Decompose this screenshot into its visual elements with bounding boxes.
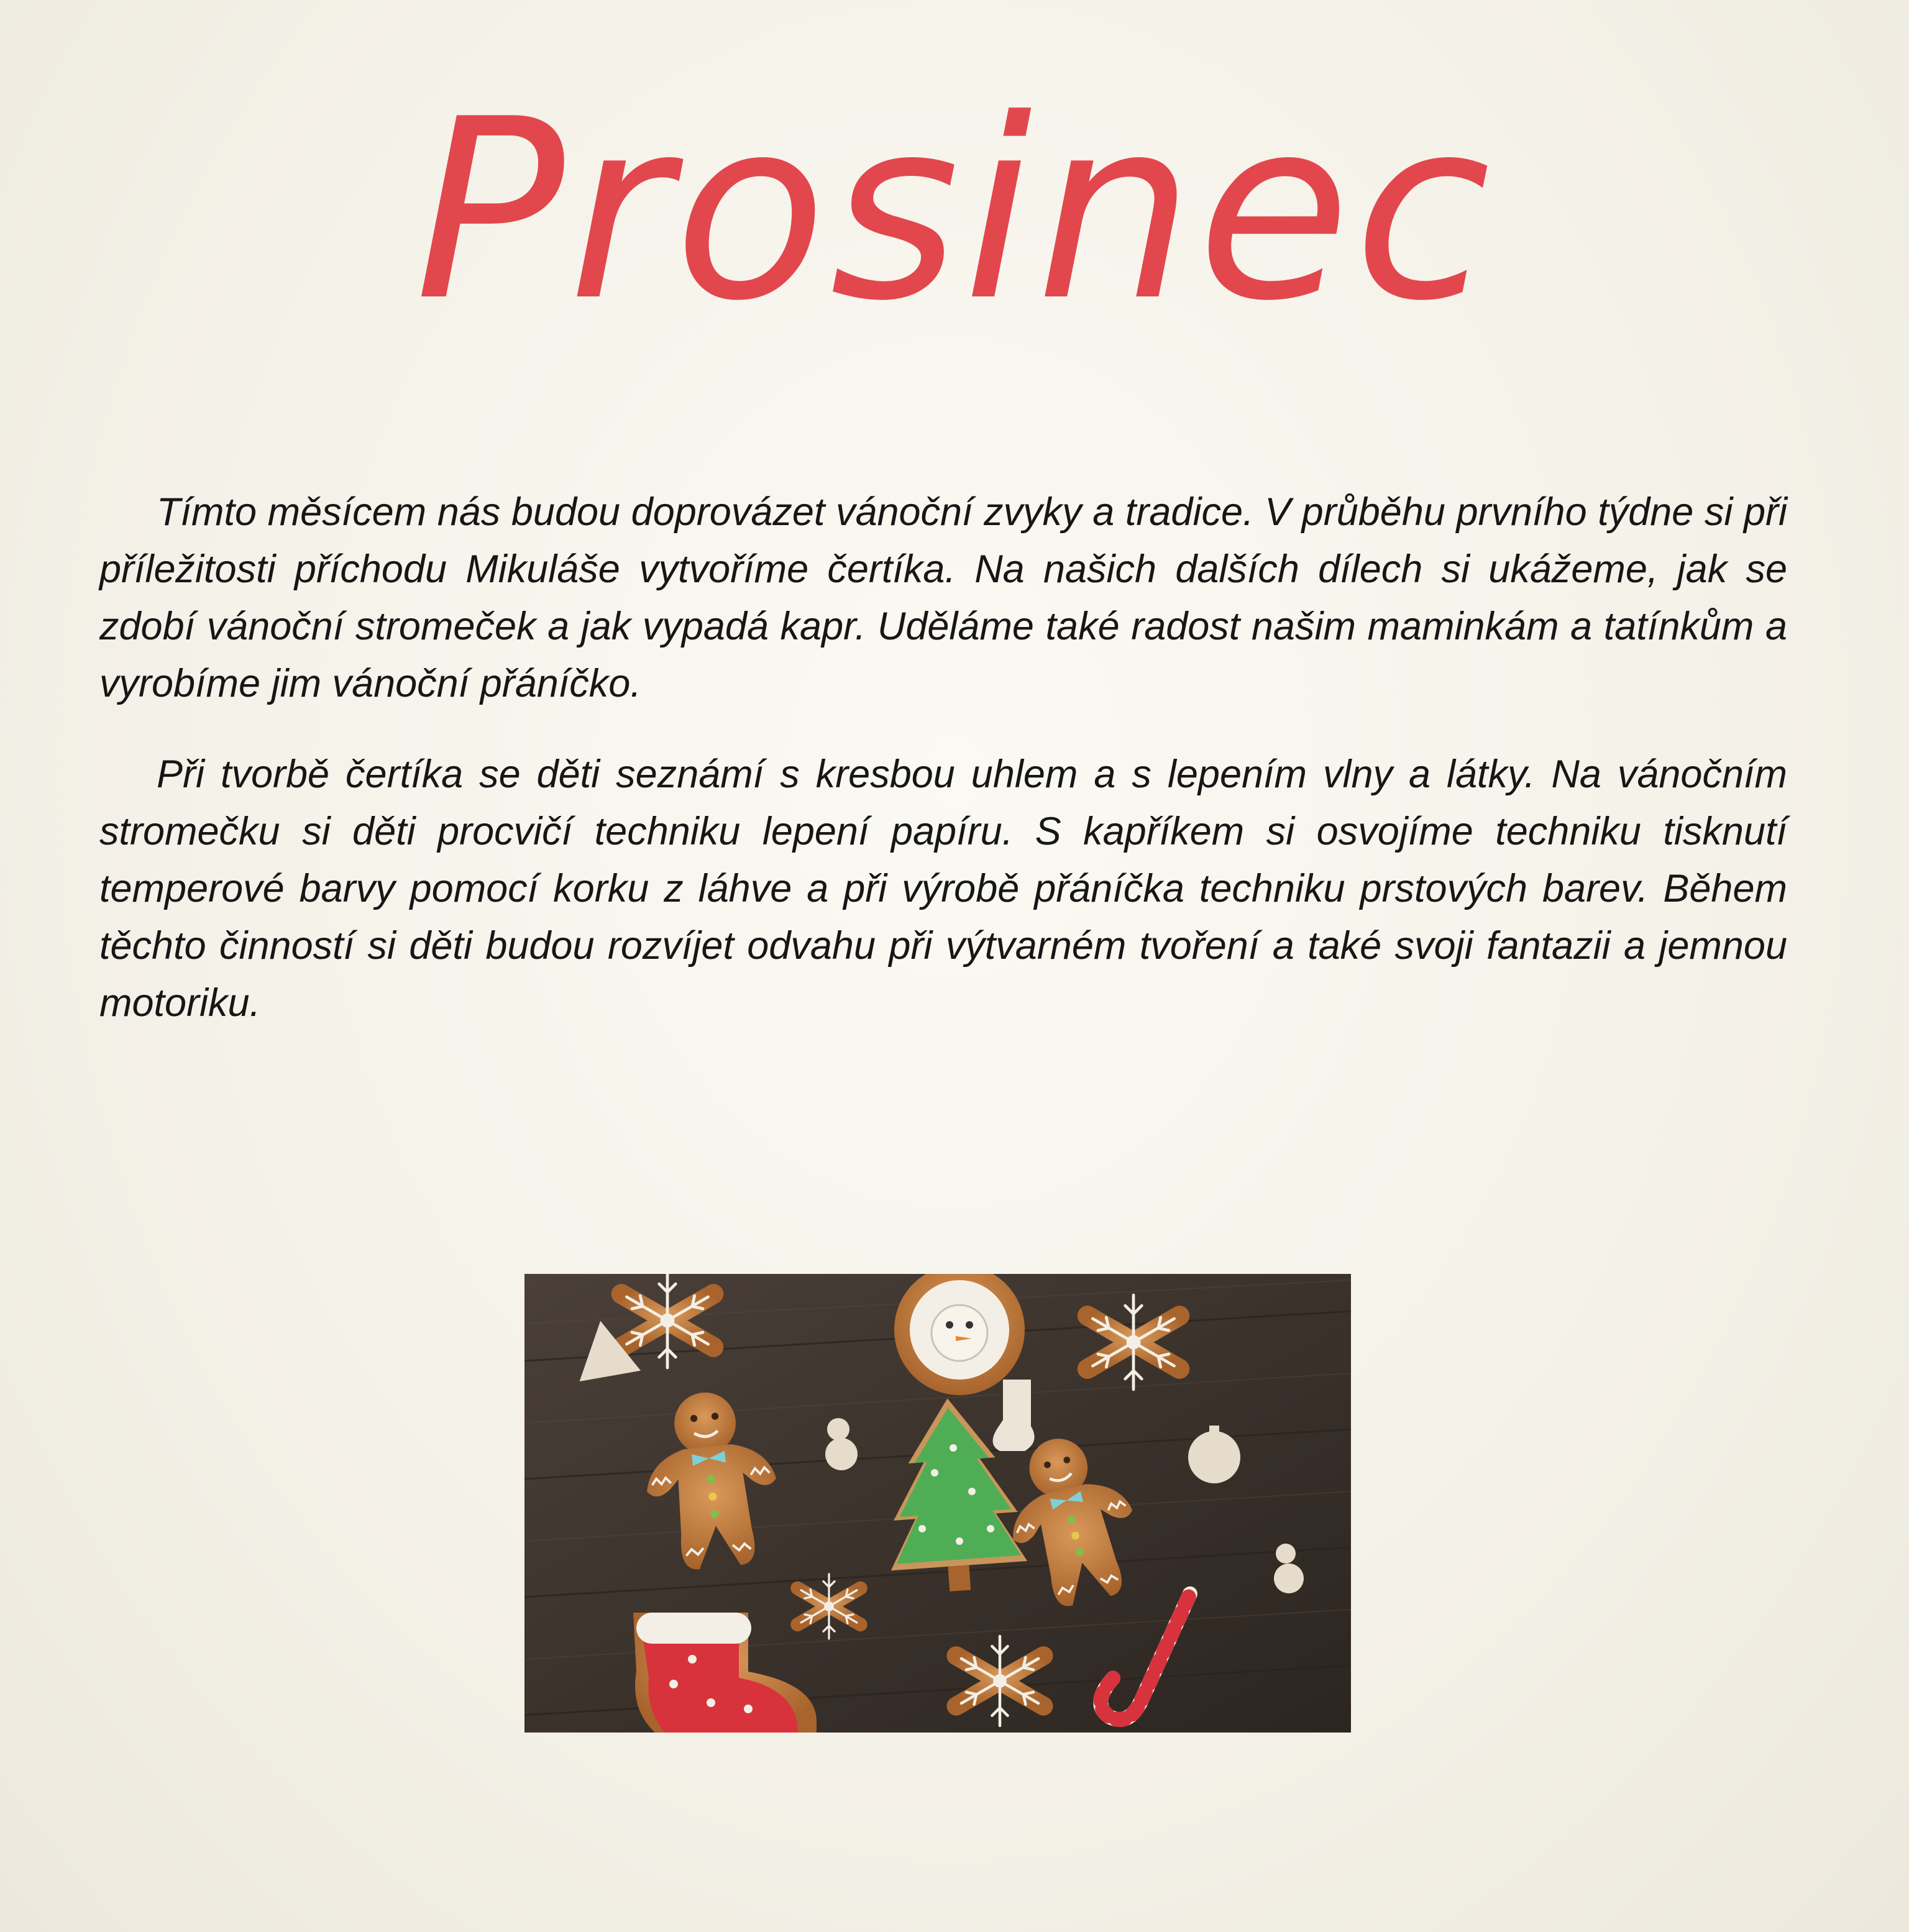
gingerbread-cookies-photo	[524, 1274, 1351, 1733]
paragraph-1: Tímto měsícem nás budou doprovázet vánoční zvyky a tradice. V průběhu prvního týdne si při příležitosti příchodu Mikuláše vytvoříme čertíka. Na našich dalších dílech si ukážeme, jak se zdobí vánoční stromeček a jak vypadá kapr. Uděláme také radost našim maminkám a tatínkům a vyrobíme jim vánoční přáníčko.	[99, 490, 1787, 705]
paragraph-2: Při tvorbě čertíka se děti seznámí s kresbou uhlem a s lepením vlny a látky. Na vánočním stromečku si děti procvičí techniku lepení papíru. S kapříkem si osvojíme techniku tisknutí temperové barvy pomocí korku z láhve a při výrobě přáníčka techniku prstových barev. Během těchto činností si děti budou rozvíjet odvahu při výtvarném tvoření a také svoji fantazii a jemnou motoriku.	[99, 753, 1787, 1025]
article-body	[99, 483, 1787, 1065]
page-title: Prosinec	[414, 66, 1495, 355]
